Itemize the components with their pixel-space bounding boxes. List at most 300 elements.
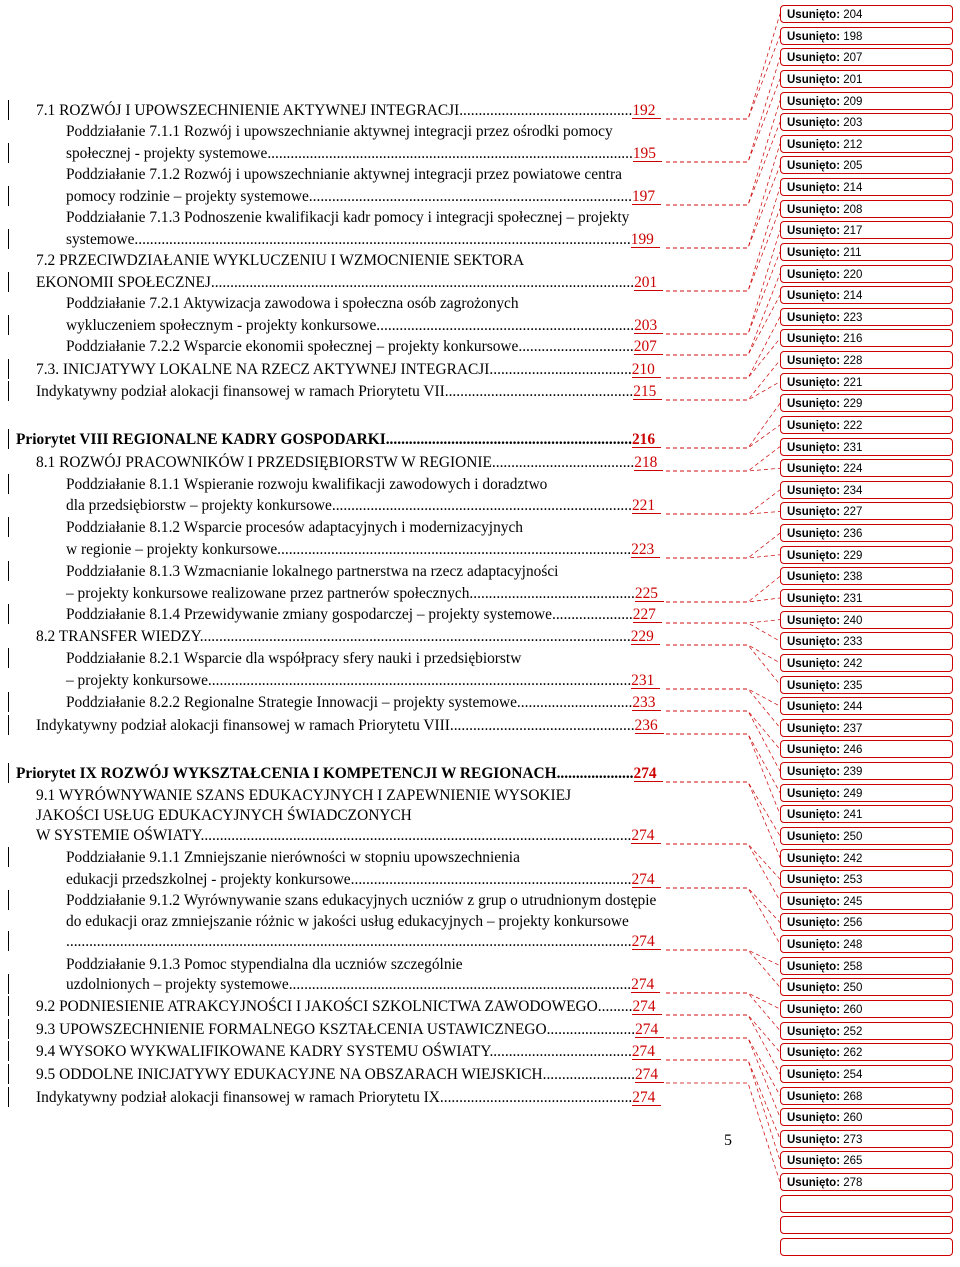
- balloon-label: Usunięto:: [787, 830, 844, 843]
- balloon-value: 253: [843, 874, 863, 887]
- toc-entry-title: wykluczeniem społecznym - projekty konkursowe: [66, 317, 377, 334]
- toc-page-number[interactable]: 274: [635, 1021, 659, 1038]
- toc-entry[interactable]: [36, 453, 657, 473]
- change-bar: [8, 272, 9, 292]
- toc-entry[interactable]: [66, 316, 657, 336]
- toc-page-number[interactable]: 218: [634, 454, 658, 471]
- toc-entry[interactable]: [66, 932, 655, 952]
- balloon-value: 242: [843, 852, 863, 865]
- toc-entry[interactable]: [36, 1065, 658, 1085]
- toc-entry[interactable]: [66, 187, 655, 207]
- toc-entry[interactable]: [66, 144, 656, 164]
- balloon-label: Usunięto:: [787, 701, 844, 714]
- toc-entry[interactable]: [36, 826, 655, 846]
- revision-balloon[interactable]: [780, 827, 953, 845]
- balloon-value: 205: [843, 160, 863, 173]
- toc-entry[interactable]: [36, 1088, 655, 1108]
- toc-entry-title: Poddziałanie 7.1.3 Podnoszenie kwalifikacji kadr pomocy i integracji społecznej – projekty: [66, 209, 630, 226]
- toc-page-number[interactable]: 274: [634, 1066, 659, 1083]
- balloon-value: 237: [843, 722, 863, 735]
- toc-entry-title: 7.2 PRZECIWDZIAŁANIE WYKLUCZENIU I WZMOCNIENIE SEKTORA: [36, 252, 525, 269]
- balloon-value: 201: [843, 73, 863, 86]
- toc-page-number[interactable]: 227: [632, 606, 656, 623]
- toc-page-number[interactable]: 274: [631, 933, 655, 950]
- toc-entry-title: Priorytet IX ROZWÓJ WYKSZTAŁCENIA I KOMPETENCJI W REGIONACH: [16, 765, 557, 782]
- change-bar: [8, 474, 9, 494]
- toc-leader-dots: ...........................................: [469, 585, 635, 602]
- change-bar: [8, 561, 9, 581]
- toc-entry[interactable]: [36, 360, 655, 380]
- toc-entry-title: Indykatywny podział alokacji finansowej w ramach Priorytetu VIII: [36, 717, 450, 734]
- balloon-value: 252: [843, 1025, 863, 1038]
- toc-entry-title: Poddziałanie 8.2.1 Wsparcie dla współpracy sfery nauki i przedsiębiorstw: [66, 650, 522, 667]
- toc-entry-continued[interactable]: [66, 122, 613, 142]
- balloon-value: 250: [843, 982, 863, 995]
- toc-page-number[interactable]: 199: [630, 231, 654, 248]
- balloon-label: Usunięto:: [787, 895, 844, 908]
- toc-leader-dots: ............................................................................................: [277, 541, 632, 558]
- toc-entry-title: W SYSTEMIE OŚWIATY: [36, 827, 201, 844]
- revision-balloon[interactable]: [780, 113, 953, 131]
- revision-balloon[interactable]: [780, 632, 953, 650]
- balloon-value: 240: [843, 614, 863, 627]
- toc-page-number[interactable]: 215: [633, 383, 657, 400]
- balloon-label: Usunięto:: [787, 1025, 844, 1038]
- revision-balloon[interactable]: [780, 308, 953, 326]
- toc-page-number[interactable]: 225: [634, 585, 658, 602]
- balloon-value: 248: [843, 939, 863, 952]
- change-bar: [8, 517, 9, 537]
- balloon-label: Usunięto:: [787, 960, 844, 973]
- toc-page-number[interactable]: 274: [631, 1043, 655, 1060]
- toc-entry-title: – projekty konkursowe: [66, 672, 208, 689]
- balloon-label: Usunięto:: [787, 874, 844, 887]
- toc-entry[interactable]: [36, 1020, 658, 1040]
- toc-page-number[interactable]: 274: [631, 976, 655, 993]
- toc-entry-continued[interactable]: [66, 165, 622, 185]
- change-bar: [8, 996, 9, 1016]
- revision-balloon[interactable]: [780, 978, 953, 996]
- balloon-value: 228: [843, 355, 863, 368]
- balloon-value: 256: [843, 917, 863, 930]
- toc-entry-title: Poddziałanie 7.1.2 Rozwój i upowszechnianie aktywnej integracji przez powiatowe centra: [66, 166, 623, 183]
- balloon-label: Usunięto:: [787, 1177, 844, 1190]
- toc-leader-dots: ................................................: [449, 717, 635, 734]
- revision-balloon[interactable]: [780, 1151, 953, 1169]
- balloon-label: Usunięto:: [787, 419, 844, 432]
- change-bar: [8, 890, 9, 910]
- balloon-label: Usunięto:: [787, 1047, 844, 1060]
- toc-entry[interactable]: [36, 1042, 655, 1062]
- balloon-label: Usunięto:: [787, 787, 844, 800]
- toc-entry-continued[interactable]: [36, 806, 412, 826]
- balloon-label: Usunięto:: [787, 138, 844, 151]
- revision-balloon[interactable]: [780, 48, 953, 66]
- revision-balloon[interactable]: [780, 200, 953, 218]
- balloon-label: Usunięto:: [787, 182, 844, 195]
- toc-leader-dots: .........................................................................: [350, 871, 632, 888]
- toc-entry[interactable]: [66, 605, 656, 625]
- balloon-label: Usunięto:: [787, 722, 844, 735]
- toc-page-number[interactable]: 274: [633, 765, 657, 782]
- balloon-value: 268: [843, 1090, 863, 1103]
- toc-entry-continued[interactable]: [66, 891, 656, 911]
- toc-leader-dots: .....................: [551, 606, 633, 623]
- revision-balloon[interactable]: [780, 416, 953, 434]
- balloon-label: Usunięto:: [787, 571, 844, 584]
- toc-entry-continued[interactable]: [66, 649, 521, 669]
- toc-leader-dots: ...............................................................................................: [267, 145, 633, 162]
- balloon-label: Usunięto:: [787, 1133, 844, 1146]
- balloon-label: Usunięto:: [787, 593, 844, 605]
- balloon-value: 221: [843, 376, 863, 389]
- balloon-value: 224: [843, 463, 863, 476]
- revision-balloon[interactable]: [780, 1022, 953, 1040]
- toc-entry[interactable]: [36, 101, 655, 121]
- toc-entry[interactable]: [66, 230, 654, 250]
- balloon-label: Usunięto:: [787, 939, 844, 952]
- toc-page-number[interactable]: 216: [631, 431, 656, 448]
- balloon-value: 249: [843, 787, 863, 800]
- toc-page-number[interactable]: 221: [631, 497, 656, 514]
- balloon-value: 222: [843, 419, 863, 432]
- toc-entry-title: Poddziałanie 9.1.2 Wyrównywanie szans edukacyjnych uczniów z grup o utrudnionym dostępie: [66, 892, 657, 909]
- revision-balloon[interactable]: [780, 1087, 953, 1105]
- toc-entry-continued[interactable]: [66, 294, 519, 314]
- toc-page-number[interactable]: 274: [631, 871, 655, 888]
- revision-balloon[interactable]: [780, 524, 953, 542]
- revision-balloon[interactable]: [780, 1108, 953, 1126]
- balloon-value: 216: [843, 333, 863, 346]
- balloon-value: 234: [843, 484, 863, 497]
- revision-balloon[interactable]: [780, 935, 953, 953]
- revision-balloon-empty[interactable]: [780, 1238, 953, 1256]
- toc-entry-title: Poddziałanie 7.2.1 Aktywizacja zawodowa i społeczna osób zagrożonych: [66, 295, 519, 312]
- toc-entry-continued[interactable]: [36, 251, 524, 271]
- toc-entry-title: Poddziałanie 7.2.2 Wsparcie ekonomii społecznej – projekty konkursowe: [66, 338, 519, 355]
- revision-balloon[interactable]: [780, 870, 953, 888]
- toc-entry-title: edukacji przedszkolnej - projekty konkursowe: [66, 871, 351, 888]
- revision-balloon[interactable]: [780, 243, 953, 261]
- balloon-value: 236: [843, 528, 863, 541]
- balloon-label: Usunięto:: [787, 809, 844, 822]
- revision-balloon[interactable]: [780, 719, 953, 737]
- revision-balloon[interactable]: [780, 178, 953, 196]
- revision-balloon[interactable]: [780, 438, 953, 456]
- revision-balloon[interactable]: [780, 502, 953, 520]
- toc-entry-title: społecznej - projekty systemowe: [66, 145, 268, 162]
- toc-leader-dots: .........: [597, 998, 633, 1015]
- balloon-label: Usunięto:: [787, 333, 844, 346]
- balloon-value: 244: [843, 701, 863, 714]
- toc-page-number[interactable]: 195: [632, 145, 656, 162]
- balloon-value: 217: [843, 225, 863, 238]
- revision-balloon-empty[interactable]: [780, 1195, 953, 1213]
- balloon-label: Usunięto:: [787, 246, 844, 259]
- change-bar: [8, 143, 9, 163]
- toc-entry-title: Priorytet VIII REGIONALNE KADRY GOSPODARKI: [16, 431, 386, 448]
- balloon-value: 238: [843, 571, 863, 584]
- revision-balloon[interactable]: [780, 459, 953, 477]
- revision-balloon[interactable]: [780, 156, 953, 174]
- revision-balloon[interactable]: [780, 329, 953, 347]
- change-bar: [8, 974, 9, 994]
- change-bar: [8, 692, 9, 712]
- toc-page-number[interactable]: 207: [633, 338, 657, 355]
- toc-entry-title: Poddziałanie 8.1.1 Wspieranie rozwoju kwalifikacji zawodowych i doradztwo: [66, 476, 548, 493]
- revision-balloon[interactable]: [780, 567, 953, 585]
- toc-entry-continued[interactable]: [66, 848, 520, 868]
- toc-entry-title: systemowe: [66, 231, 135, 248]
- toc-page-number[interactable]: 203: [634, 317, 658, 334]
- toc-entry-continued[interactable]: [66, 562, 558, 582]
- balloon-value: 242: [843, 657, 863, 670]
- toc-entry[interactable]: [36, 627, 654, 647]
- toc-entry-title: Poddziałanie 7.1.1 Rozwój i upowszechnianie aktywnej integracji przez ośrodki pomocy: [66, 123, 613, 140]
- toc-entry-title: 8.2 TRANSFER WIEDZY: [36, 628, 200, 645]
- toc-entry[interactable]: [66, 337, 657, 357]
- balloon-value: 209: [843, 95, 863, 108]
- balloon-value: 273: [843, 1133, 863, 1146]
- balloon-label: Usunięto:: [787, 852, 844, 865]
- toc-entry-title: 7.1 ROZWÓJ I UPOWSZECHNIENIE AKTYWNEJ INTEGRACJI: [36, 102, 460, 119]
- toc-leader-dots: ..............................: [518, 338, 634, 355]
- toc-leader-dots: ................................................................................................................: [200, 827, 632, 844]
- revision-balloon[interactable]: [780, 5, 953, 23]
- toc-leader-dots: ................................................................: [385, 431, 632, 448]
- change-bar: [8, 381, 9, 401]
- toc-entry-title: Poddziałanie 8.1.4 Przewidywanie zmiany gospodarczej – projekty systemowe: [66, 606, 552, 623]
- revision-balloon[interactable]: [780, 740, 953, 758]
- toc-page-number[interactable]: 229: [630, 628, 654, 645]
- balloon-value: 208: [843, 203, 863, 216]
- toc-leader-dots: .........................................................................................: [288, 976, 632, 993]
- toc-entry-continued[interactable]: [66, 475, 547, 495]
- balloon-value: 223: [843, 311, 863, 324]
- toc-entry[interactable]: [66, 584, 658, 604]
- balloon-label: Usunięto:: [787, 744, 844, 757]
- revision-balloon[interactable]: [780, 27, 953, 45]
- toc-entry[interactable]: [66, 693, 655, 713]
- balloon-value: 207: [843, 52, 863, 65]
- toc-page-number[interactable]: 274: [631, 827, 655, 844]
- toc-entry-continued[interactable]: [66, 518, 523, 538]
- toc-entry-title: uzdolnionych – projekty systemowe: [66, 976, 289, 993]
- toc-leader-dots: .............................................: [459, 102, 633, 119]
- balloon-label: Usunięto:: [787, 506, 844, 519]
- change-bar: [8, 429, 9, 449]
- revision-balloon[interactable]: [780, 1000, 953, 1018]
- balloon-value: 212: [843, 138, 863, 151]
- toc-entry-title: Indykatywny podział alokacji finansowej w ramach Priorytetu VII: [36, 383, 445, 400]
- change-bar: [8, 229, 9, 249]
- change-bar: [8, 763, 9, 783]
- toc-entry-title: Poddziałanie 9.1.1 Zmniejszanie nierówności w stopniu upowszechnienia: [66, 849, 520, 866]
- balloon-label: Usunięto:: [787, 917, 844, 930]
- toc-entry[interactable]: [36, 716, 658, 736]
- revision-balloon[interactable]: [780, 481, 953, 499]
- balloon-value: 229: [843, 398, 863, 411]
- revision-balloon[interactable]: [780, 849, 953, 867]
- change-bar: [8, 715, 9, 735]
- toc-entry-title: w regionie – projekty konkursowe: [66, 541, 278, 558]
- revision-balloon[interactable]: [780, 394, 953, 412]
- revision-balloon[interactable]: [780, 654, 953, 672]
- balloon-value: 198: [843, 30, 863, 43]
- balloon-label: Usunięto:: [787, 614, 844, 627]
- toc-entry[interactable]: [36, 382, 656, 402]
- toc-entry-continued[interactable]: [66, 912, 629, 932]
- revision-balloon[interactable]: [780, 351, 953, 369]
- revision-balloon[interactable]: [780, 1173, 953, 1191]
- revision-balloon[interactable]: [780, 135, 953, 153]
- balloon-value: 254: [843, 1068, 863, 1081]
- balloon-label: Usunięto:: [787, 982, 844, 995]
- toc-entry-title: Indykatywny podział alokacji finansowej w ramach Priorytetu IX: [36, 1089, 440, 1106]
- toc-page-number[interactable]: 201: [634, 274, 658, 291]
- balloon-value: 203: [843, 117, 863, 130]
- change-bar: [8, 315, 9, 335]
- revision-balloons: [780, 0, 955, 1267]
- balloon-value: 260: [843, 1112, 863, 1125]
- toc-entry[interactable]: [36, 997, 656, 1017]
- toc-entry[interactable]: [66, 870, 655, 890]
- toc-entry[interactable]: [66, 496, 655, 516]
- revision-balloon[interactable]: [780, 697, 953, 715]
- balloon-label: Usunięto:: [787, 290, 844, 303]
- balloon-label: Usunięto:: [787, 30, 844, 43]
- revision-balloon[interactable]: [780, 676, 953, 694]
- revision-balloon[interactable]: [780, 1043, 953, 1061]
- balloon-label: Usunięto:: [787, 484, 844, 497]
- toc-leader-dots: ....................: [556, 765, 634, 782]
- balloon-value: 246: [843, 744, 863, 757]
- balloon-value: 214: [843, 182, 863, 195]
- balloon-value: 204: [843, 9, 863, 21]
- revision-balloon[interactable]: [780, 221, 953, 239]
- revision-balloon[interactable]: [780, 957, 953, 975]
- change-bar: [8, 604, 9, 624]
- toc-entry-title: 9.1 WYRÓWNYWANIE SZANS EDUKACYJNYCH I ZAPEWNIENIE WYSOKIEJ: [36, 787, 572, 804]
- toc-page-number[interactable]: 274: [632, 998, 656, 1015]
- change-bar: [8, 100, 9, 120]
- toc-leader-dots: ...................................................................: [376, 317, 635, 334]
- balloon-label: Usunięto:: [787, 355, 844, 368]
- balloon-label: Usunięto:: [787, 1090, 844, 1103]
- change-bar: [8, 1041, 9, 1061]
- balloon-label: Usunięto:: [787, 376, 844, 389]
- toc-entry-title: Poddziałanie 8.1.3 Wzmacnianie lokalnego partnerstwa na rzecz adaptacyjności: [66, 563, 559, 580]
- balloon-label: Usunięto:: [787, 268, 844, 281]
- toc-page-number[interactable]: 210: [631, 361, 655, 378]
- toc-leader-dots: .....................................: [489, 1043, 632, 1060]
- balloon-label: Usunięto:: [787, 1112, 844, 1125]
- revision-balloon[interactable]: [780, 1065, 953, 1083]
- revision-balloon[interactable]: [780, 373, 953, 391]
- balloon-label: Usunięto:: [787, 311, 844, 324]
- toc-entry[interactable]: [66, 671, 654, 691]
- toc-entry-title: Poddziałanie 8.2.2 Regionalne Strategie Innowacji – projekty systemowe: [66, 694, 517, 711]
- balloon-label: Usunięto:: [787, 117, 844, 130]
- revision-balloon[interactable]: [780, 265, 953, 283]
- balloon-label: Usunięto:: [787, 441, 844, 454]
- toc-entry-title: 7.3. INICJATYWY LOKALNE NA RZECZ AKTYWNEJ INTEGRACJI: [36, 361, 490, 378]
- balloon-value: 227: [843, 506, 863, 519]
- toc-entry-continued[interactable]: [66, 955, 463, 975]
- toc-leader-dots: ................................................................................................................: [199, 628, 631, 645]
- toc-entry-title: 9.4 WYSOKO WYKWALIFIKOWANE KADRY SYSTEMU OŚWIATY: [36, 1043, 490, 1060]
- balloon-label: Usunięto:: [787, 160, 844, 173]
- toc-page-number[interactable]: 197: [631, 188, 656, 205]
- balloon-label: Usunięto:: [787, 528, 844, 541]
- balloon-value: 250: [843, 830, 863, 843]
- change-bar: [8, 931, 9, 951]
- balloon-label: Usunięto:: [787, 679, 844, 692]
- change-bar: [8, 1064, 9, 1084]
- revision-balloon[interactable]: [780, 1130, 953, 1148]
- page-number: 5: [724, 1132, 732, 1149]
- balloon-label: Usunięto:: [787, 203, 844, 216]
- balloon-label: Usunięto:: [787, 549, 844, 562]
- revision-balloon[interactable]: [780, 892, 953, 910]
- balloon-value: 245: [843, 895, 863, 908]
- revision-balloon[interactable]: [780, 546, 953, 564]
- toc-leader-dots: .......................: [546, 1021, 636, 1038]
- balloon-value: 278: [843, 1177, 863, 1190]
- change-bar: [8, 847, 9, 867]
- revision-balloon[interactable]: [780, 70, 953, 88]
- toc-page-number[interactable]: 223: [631, 541, 655, 558]
- revision-balloon[interactable]: [780, 784, 953, 802]
- toc-page-number[interactable]: 236: [634, 717, 658, 734]
- revision-balloon[interactable]: [780, 589, 953, 607]
- toc-leader-dots: ..............................................................................: [331, 497, 632, 514]
- balloon-value: 231: [843, 593, 863, 605]
- toc-entry-title: 8.1 ROZWÓJ PRACOWNIKÓW I PRZEDSIĘBIORSTW W REGIONIE: [36, 454, 492, 471]
- toc-entry[interactable]: [36, 273, 657, 293]
- toc-entry[interactable]: [16, 430, 655, 450]
- toc-page-number[interactable]: 192: [632, 102, 656, 119]
- toc-page-number[interactable]: 233: [632, 694, 656, 711]
- balloon-value: 239: [843, 766, 863, 779]
- toc-entry[interactable]: [16, 764, 657, 784]
- toc-leader-dots: ..................................................: [439, 1089, 633, 1106]
- balloon-label: Usunięto:: [787, 657, 844, 670]
- toc-page-number[interactable]: 274: [632, 1089, 656, 1106]
- toc-leader-dots: ....................................................................................: [308, 188, 632, 205]
- balloon-value: 229: [843, 549, 863, 562]
- revision-balloon[interactable]: [780, 913, 953, 931]
- revision-balloon[interactable]: [780, 611, 953, 629]
- revision-balloon[interactable]: [780, 805, 953, 823]
- toc-entry-title: 9.2 PODNIESIENIE ATRAKCYJNOŚCI I JAKOŚCI SZKOLNICTWA ZAWODOWEGO: [36, 998, 598, 1015]
- revision-balloon[interactable]: [780, 286, 953, 304]
- toc-entry[interactable]: [66, 975, 654, 995]
- balloon-value: 265: [843, 1155, 863, 1168]
- balloon-value: 235: [843, 679, 863, 692]
- toc-entry[interactable]: [66, 540, 654, 560]
- toc-entry-continued[interactable]: [36, 786, 571, 806]
- toc-entry-title: JAKOŚCI USŁUG EDUKACYJNYCH ŚWIADCZONYCH: [36, 807, 412, 824]
- revision-balloon[interactable]: [780, 92, 953, 110]
- toc-leader-dots: ..............................................................................................................: [210, 274, 635, 291]
- toc-entry-title: EKONOMII SPOŁECZNEJ: [36, 274, 211, 291]
- toc-page-number[interactable]: 231: [631, 672, 655, 689]
- revision-balloon-empty[interactable]: [780, 1216, 953, 1234]
- toc-entry-continued[interactable]: [66, 208, 629, 228]
- toc-entry-title: – projekty konkursowe realizowane przez partnerów społecznych: [66, 585, 470, 602]
- revision-balloon[interactable]: [780, 762, 953, 780]
